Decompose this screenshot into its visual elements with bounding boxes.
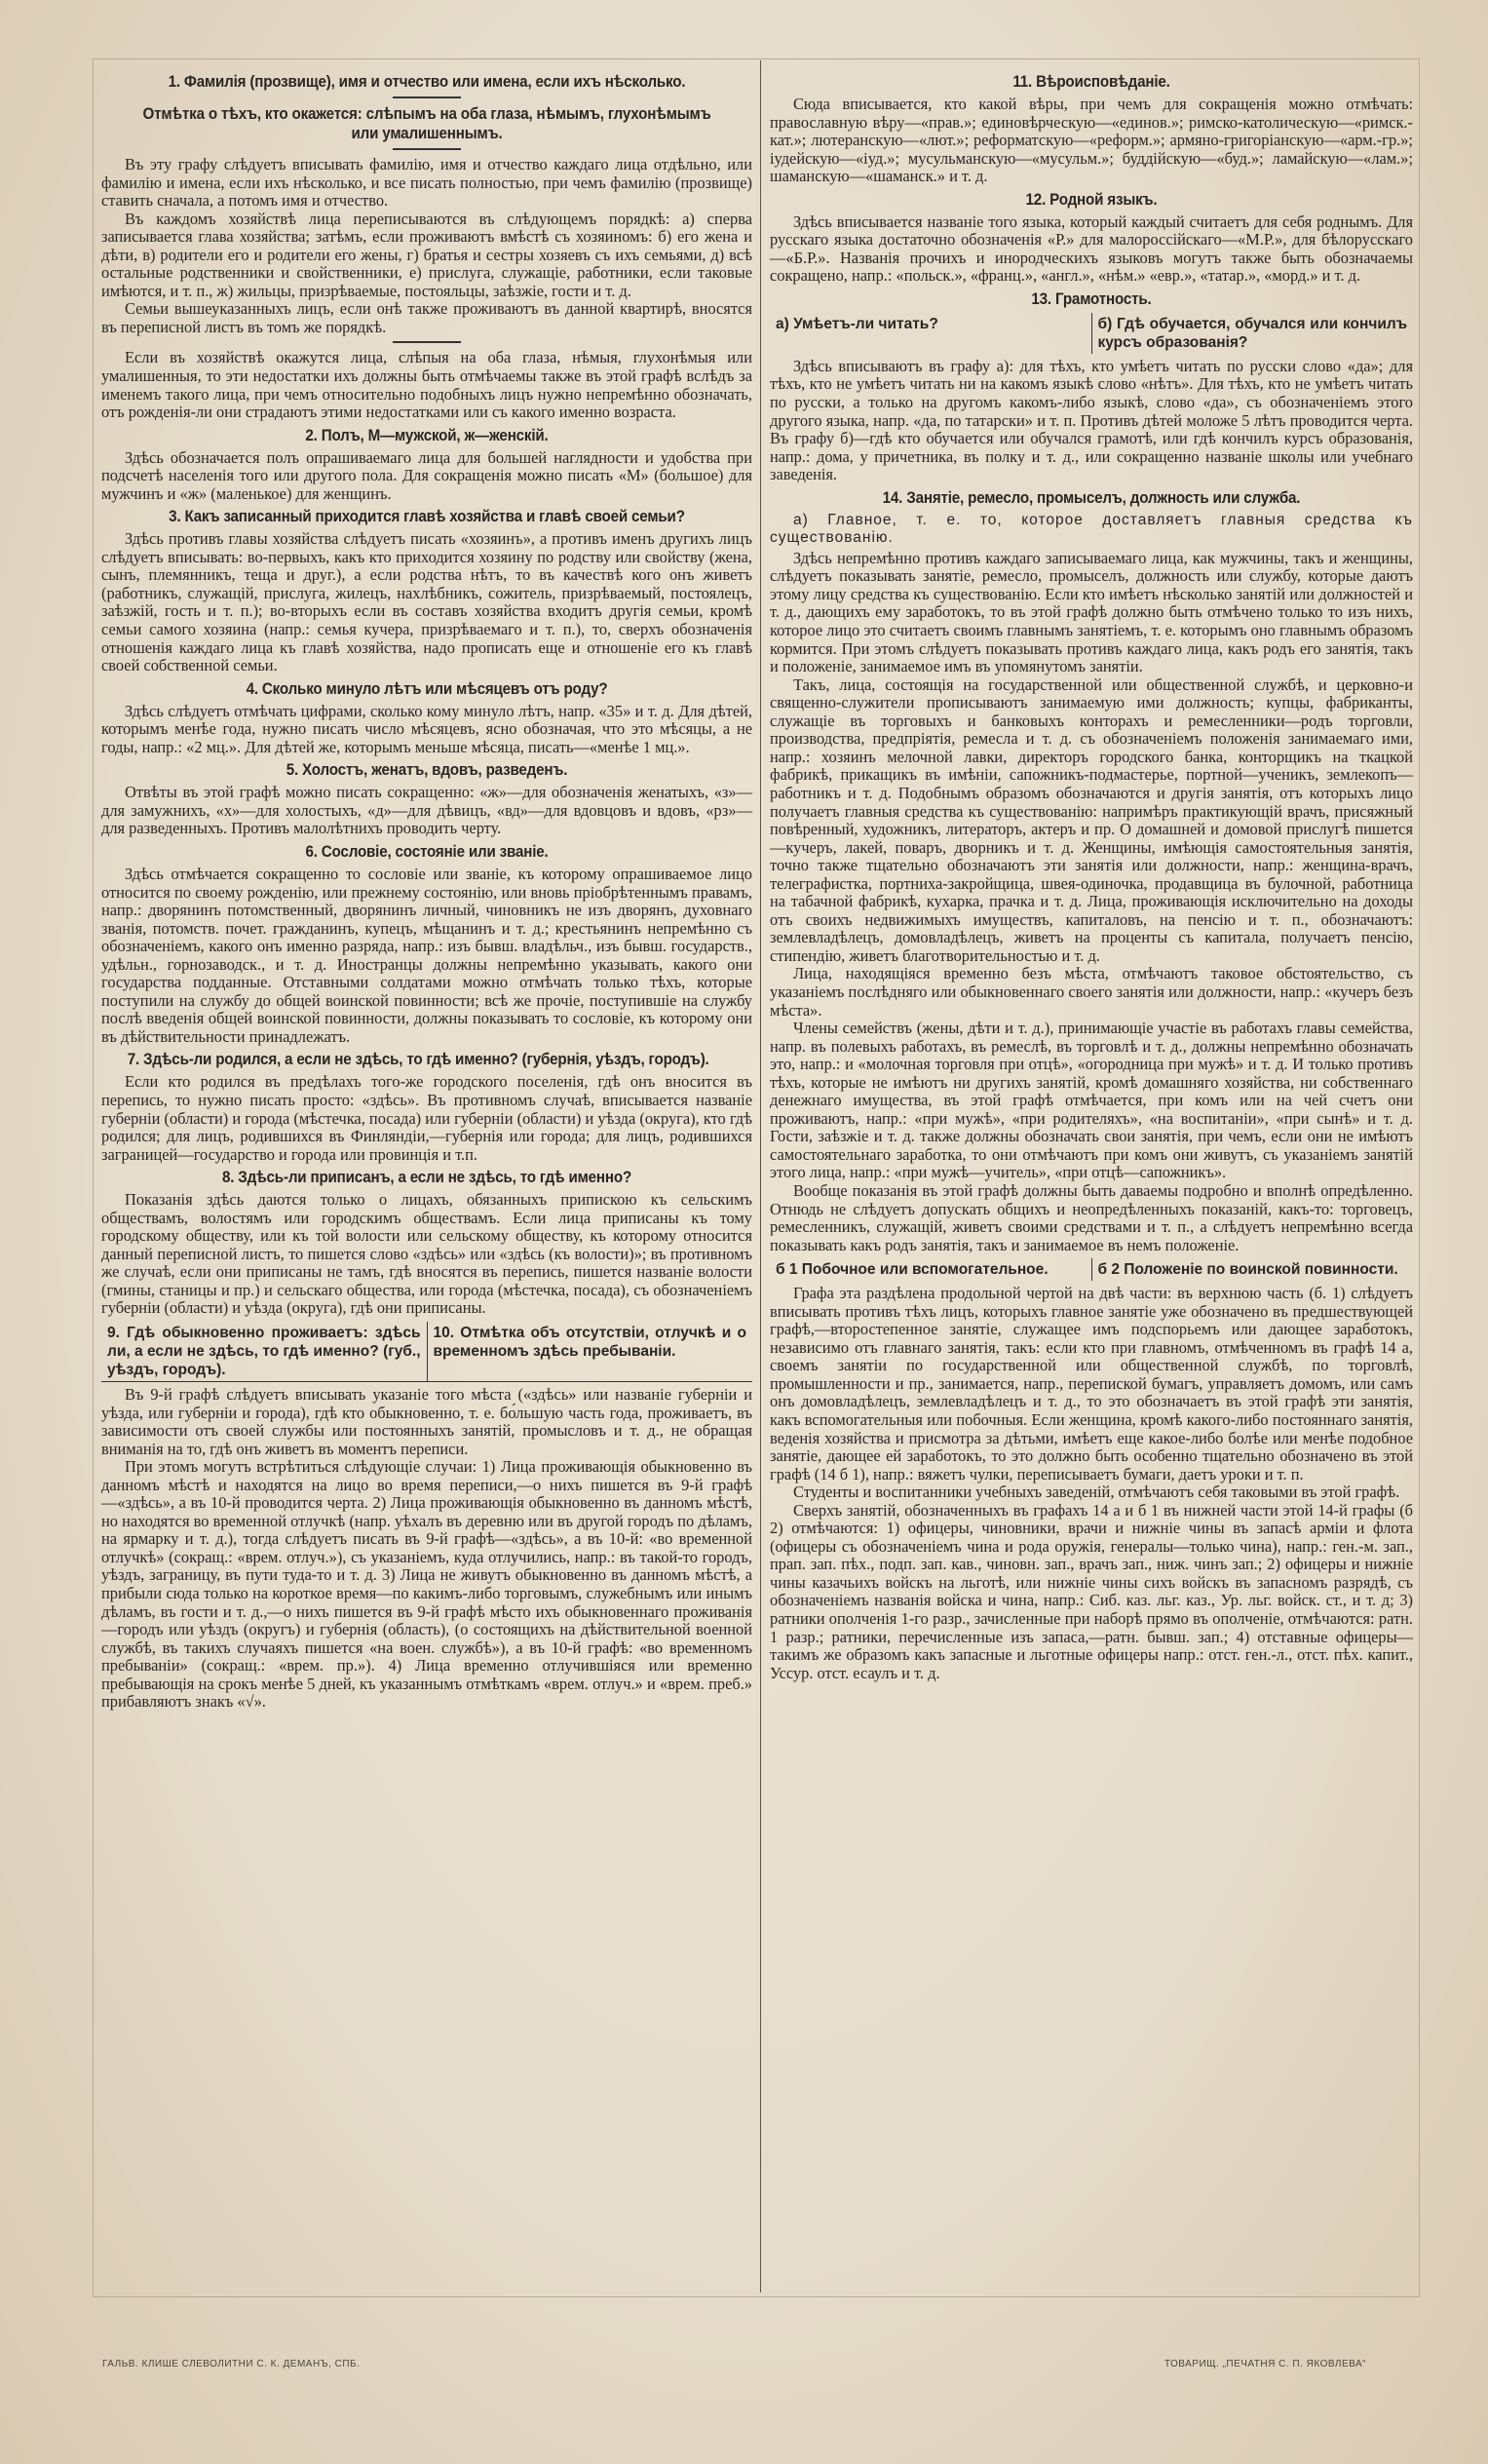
column-divider xyxy=(760,60,761,2292)
paragraph: Семьи вышеуказанныхъ лицъ, если онѣ также проживаютъ въ данной квартирѣ, вносятся въ переписной листъ въ томъ же порядкѣ. xyxy=(101,299,752,336)
paragraph: При этомъ могутъ встрѣтиться слѣдующіе случаи: 1) Лица проживающія обыкновенно въ данномъ мѣстѣ и находятся на лицо во время переписи,—о нихъ пишется въ 9-й графѣ—«здѣсь», а въ 10-й проводится черта. 2) Лица проживающія обыкновенно въ данномъ мѣстѣ, но находятся во временной отлучкѣ (напр. уѣхалъ въ деревню или въ другой городъ по дѣламъ, на ярмарку и т. д.), тогда слѣдуетъ писать въ 9-й графѣ—«здѣсь», а въ 10-й: «во временной отлучкѣ» (сокращ.: «врем. отлуч.»), съ указаніемъ, куда отлучились, напр.: въ такой-то городъ, уѣздъ, заграницу, въ пути туда-то и т. д. 3) Лица не живутъ обыкновенно въ данномъ мѣстѣ, а прибыли сюда только на короткое время—по какимъ-либо торговымъ, служебнымъ или инымъ дѣламъ, въ гости и т. д.,—о нихъ пишется въ 9-й графѣ мѣсто ихъ обыкновеннаго проживанія—городъ или уѣздъ (округъ) и губернія (область), (о состоящихъ на дѣйствительной военной службѣ, въ такихъ случаяхъ пишется «на воен. службѣ»), а въ 10-й графѣ: «во временномъ пребываніи» (сокращ.: «врем. пр.»). 4) Лица временно отлучившіяся или временно пребывающія на срокъ менѣе 5 дней, къ указаннымъ отмѣткамъ «врем. отлуч.» и «врем. преб.» прибавляютъ знакъ «√». xyxy=(101,1457,752,1712)
split-heading-cell: б 1 Побочное или вспомогательное. xyxy=(776,1261,1049,1279)
divider-rule xyxy=(393,96,461,98)
split-heading xyxy=(101,1322,752,1382)
paragraph: Здѣсь противъ главы хозяйства слѣдуетъ писать «хозяинъ», а противъ именъ другихъ лицъ слѣдуетъ вписывать: во-первыхъ, какъ кто приходится хозяину по родству или свойству (жена, сынъ, племянникъ, теща и друг.), а если родства нѣтъ, то въ качествѣ кого онъ живетъ (работникъ, служащій, прислуга, жилецъ, нахлѣбникъ, сожитель, призрѣваемый, постоялецъ, заѣзжій, гость и т. п.); во-вторыхъ если въ составъ хозяйства входитъ другія семьи, кромѣ семьи самого хозяина (напр.: семья кучера, призрѣваемаго и т. п.), то, сверхъ обозначенія отношенія каждаго лица къ главѣ хозяйства, надо прописать еще и отношеніе его къ главѣ своей собственной семьи. xyxy=(101,529,752,675)
paragraph: Студенты и воспитанники учебныхъ заведеній, отмѣчаютъ себя таковыми въ этой графѣ. xyxy=(793,1482,1400,1502)
paragraph: Если въ хозяйствѣ окажутся лица, слѣпыя на оба глаза, нѣмыя, глухонѣмыя или умалишенныя, то эти недостатки ихъ должны быть отмѣчаемы также въ этой графѣ вслѣдъ за именемъ такого лица, при чемъ относительно подобныхъ лицъ нужно непремѣнно обозначать, отъ рожденія-ли они страдаютъ этими недостатками или съ какого именно возраста. xyxy=(101,348,752,422)
paragraph: Здѣсь слѣдуетъ отмѣчать цифрами, сколько кому минуло лѣтъ, напр. «35» и т. д. Для дѣтей, которымъ менѣе года, нужно писать число мѣсяцевъ, ясно обозначая, что это мѣсяцы, а не годы, напр.: «2 мц.». Для дѣтей же, которымъ меньше мѣсяца, писать—«менѣе 1 мц.». xyxy=(101,701,752,756)
subheading: а) Главное, т. е. то, которое доставляетъ главныя средства къ существованію. xyxy=(770,511,1413,547)
paragraph: Сюда вписывается, кто какой вѣры, при чемъ для сокращенія можно отмѣчать: православную вѣру—«прав.»; единовѣрческую—«единов.»; римско-католическую—«римск.-кат.»; лютеранскую—«лют.»; реформатскую—«реформ.»; армяно-григоріанскую—«арм.-гр.»; іудейскую—«іуд.»; мусульманскую—«мусульм.»; буддійскую—«буд.»; ламайскую—«лам.»; шаманскую—«шаманск.» и т. д. xyxy=(770,95,1413,186)
section-heading: 3. Какъ записанный приходится главѣ хозяйства и главѣ своей семьи? xyxy=(169,508,685,526)
section-heading: 1. Фамилія (прозвище), имя и отчество или имена, если ихъ нѣсколько. xyxy=(168,73,686,91)
footer-printer-right: ТОВАРИЩ. „ПЕЧАТНЯ С. П. ЯКОВЛЕВА“ xyxy=(1164,2359,1366,2369)
paragraph: Въ 9-й графѣ слѣдуетъ вписывать указаніе того мѣста («здѣсь» или названіе губерніи и уѣзда, или губерніи и города), гдѣ кто обыкновенно, т. е. бо́льшую часть года, проживаетъ, въ зависимости отъ своей службы или постоянныхъ занятій, промысловъ и т. д., не обращая вниманія на то, гдѣ онъ живетъ въ моментъ переписи. xyxy=(101,1384,752,1458)
section-heading: 8. Здѣсь-ли приписанъ, а если не здѣсь, то гдѣ именно? xyxy=(221,1169,632,1187)
split-heading xyxy=(770,1258,1413,1281)
section-heading: 14. Занятіе, ремесло, промыселъ, должность или служба. xyxy=(882,488,1301,507)
divider-rule xyxy=(393,341,461,343)
paragraph: Въ эту графу слѣдуетъ вписывать фамилію, имя и отчество каждаго лица отдѣльно, или фамилію и имена, если ихъ нѣсколько, и все писать полностью, при чемъ фамилію (прозвище) ставить сначала, а потомъ имя и отчество. xyxy=(101,155,752,211)
paragraph: Здѣсь отмѣчается сокращенно то сословіе или званіе, къ которому опрашиваемое лицо относится по своему рожденію, или прежнему состоянію, или вновь пріобрѣтеннымъ правамъ, напр.: дворянинъ потомственный, дворянинъ личный, чиновникъ не изъ дворянъ, духовнаго званія, потомств. почет. гражданинъ, купецъ, мѣщанинъ и т. д.; крестьянинъ непремѣнно съ обозначеніемъ, какого онъ именно разряда, напр.: изъ бывш. владѣльч., изъ бывш. государств., удѣльн., горнозаводск., и т. д. Иностранцы должны непремѣнно указывать, какого они государства подданные. Отставными солдатами можно отмѣчать только тѣхъ, которые поступили на службу до общей воинской повинности; всѣ же прочіе, поступившіе на службу послѣ введенія общей воинской повинности, должны показывать то сословіе, къ которому они въ дѣйствительности принадлежатъ. xyxy=(101,864,752,1046)
divider-rule xyxy=(393,148,461,150)
paragraph: Отвѣты въ этой графѣ можно писать сокращенно: «ж»—для обозначенія женатыхъ, «з»—для замужнихъ, «х»—для холостыхъ, «д»—для дѣвицъ, «вд»—для вдовцовъ и вдовъ, «рз»—для разведенныхъ. Противъ малолѣтнихъ проводить черту. xyxy=(101,783,752,838)
paragraph: Сверхъ занятій, обозначенныхъ въ графахъ 14 а и б 1 въ нижней части этой 14-й графы (б 2) отмѣчаются: 1) офицеры, чиновники, врачи и нижніе чины въ запасѣ арміи и флота (офицеры съ обозначеніемъ чина и рода оружія, генералы—только чина), напр.: ген.-м. зап., прап. зап. пѣх., подп. зап. кав., чиновн. зап., врачъ зап., ниж. чинъ зап.; 2) офицеры и нижніе чины казачьихъ войскъ на льготѣ, или нижніе чины сихъ войскъ въ запасномъ разрядѣ, съ обозначеніемъ названія войска и чина, напр.: Сиб. каз. льг. каз., Ур. льг. войск. ст., и т. д; 3) ратники ополченія 1-го разр., зачисленные при наборѣ прямо въ ополченіе, отмѣчаются: ратн. 1 разр.; ратники, перечисленные изъ запаса,—ратн. бывш. зап.; 4) отставные офицеры—такимъ же образомъ какъ запасные и льготные офицеры напр.: отст. ген.-л., отст. пѣх. капит., Уссур. отст. есаулъ и т. д. xyxy=(770,1500,1413,1682)
paragraph: Здѣсь непремѣнно противъ каждаго записываемаго лица, как мужчины, такъ и женщины, слѣдуетъ показывать занятіе, ремесло, промыселъ, должность или службу, которые даютъ этому лицу средства къ существованію. Если кто имѣетъ нѣсколько занятій или должностей и т. д., дающихъ ему заработокъ, то въ этой графѣ должно быть отмѣчено только то изъ нихъ, которое лицо это считаетъ своимъ главнымъ занятіемъ, т. е. которымъ оно главнымъ образомъ кормится. При этомъ слѣдуетъ показывать противъ каждаго лица, какъ родъ его занятія, такъ и положеніе, занимаемое имъ въ упомянутомъ занятіи. xyxy=(770,548,1413,676)
left-column xyxy=(101,68,752,1712)
right-column xyxy=(770,68,1413,1682)
paragraph: Графа эта раздѣлена продольной чертой на двѣ части: въ верхнюю часть (б. 1) слѣдуетъ вписывать противъ тѣхъ лицъ, которыхъ главное занятіе уже обозначено въ предшествующей графѣ,—второстепенное занятіе, служащее имъ подспорьемъ или дающее заработокъ, независимо отъ главнаго занятія, такъ: если кто при главномъ, отмѣченномъ въ графѣ 14 а, своемъ занятіи по государственной или общественной службѣ, по торговлѣ, промышленности и пр., занимается, напр., перепиской бумагъ, управляетъ домомъ, или самъ онъ домовладѣлецъ, землевладѣлецъ и т. д., то это обозначаетъ въ этой графѣ эти занятія, какъ вспомогательныя или побочныя. Если женщина, кромѣ какого-либо постояннаго занятія, веденія хозяйства и присмотра за дѣтьми, имѣетъ еще какое-либо болѣе или менѣе подобное занятіе, дающее ей заработокъ, то это должно быть особенно тщательно обозначено въ этой графѣ (14 б 1), напр.: вяжетъ чулки, переписываетъ бумаги, даетъ уроки и т. п. xyxy=(770,1284,1413,1483)
paragraph: Такъ, лица, состоящія на государственной или общественной службѣ, и церковно-и священно-служители прописываютъ занимаемую ими должность; купцы, фабриканты, служащіе въ торговыхъ и банковыхъ конторахъ и ремесленники—родъ торговли, производства, предпріятія, ремесла и т. д. съ обозначеніемъ положенія занимаемаго ими, напр.: хозяинъ мелочной лавки, директоръ городского банка, конторщикъ на ткацкой фабрикѣ, прикащикъ въ имѣніи, сапожникъ-подмастерье, портной—ученикъ, землекопъ—работникъ и т. д. Подобнымъ образомъ обозначаются и другія занятія, отъ которыхъ лицо получаетъ главныя средства къ существованію: напримѣръ практикующій врачъ, присяжный повѣренный, художникъ, литераторъ, актеръ и пр. О домашней и домовой прислугѣ пишется—кучеръ, лакей, поваръ, дворникъ и т. д. Женщины, имѣющія самостоятельныя занятія, точно также тщательно обозначаютъ эти занятія или должности, напр.: женщина-врачъ, телеграфистка, портниха-закройщица, швея-одиночка, продавщица въ булочной, работница на табачной фабрикѣ, кухарка, прачка и т. д. Лица, проживающія исключительно на доходы отъ своихъ недвижимыхъ имуществъ, капиталовъ, на пенсію и т. п., обозначаютъ: землевладѣлецъ, домовладѣлецъ, живетъ на проценты съ капитала, получаетъ пенсію, стипендію, живетъ благотворительностью и т. д. xyxy=(770,674,1413,965)
paragraph: Если кто родился въ предѣлахъ того-же городского поселенія, гдѣ онъ вносится въ перепись, то нужно писать просто: «здѣсь». Въ противномъ случаѣ, вписывается названіе губерніи (области) и города (мѣстечка, посада) или губерніи (области) и уѣзда (округа), кто гдѣ родился; для лицъ, родившихся въ Финляндіи,—губернія или города; для лицъ, родившихся заграницей—государство и города или провинція и т.п. xyxy=(101,1072,752,1164)
paragraph: Члены семействъ (жены, дѣти и т. д.), принимающіе участіе въ работахъ главы семейства, напр. въ полевыхъ работахъ, въ ремеслѣ, въ торговлѣ и т. д., должны непремѣнно обозначать это, напр.: и «молочная торговля при отцѣ», «огородница при мужѣ» и т. д. И только противъ тѣхъ, которые не имѣютъ ни другихъ занятій, кромѣ домашняго хозяйства, ни собственнаго денежнаго имущества, въ этой графѣ отмѣчается, при комъ или на чей счетъ они проживаютъ, напр.: «при мужѣ», «при родителяхъ», «на воспитаніи», «при сынѣ» и т. д. Гости, заѣзжіе и т. д. также должны обозначать свои занятія, при чемъ, если они не имѣютъ самостоятельнаго заработка, то они отмѣчаютъ при комъ они живутъ, съ указаніемъ занятій этого лица, напр.: «при мужѣ—учитель», «при отцѣ—сапожникъ». xyxy=(770,1019,1413,1182)
split-heading-cell: а) Умѣетъ-ли читать? xyxy=(776,315,938,332)
paragraph: Здѣсь вписывается названіе того языка, который каждый считаетъ для себя роднымъ. Для русскаго языка достаточно обозначенія «Р.» для малороссійскаго—«М.Р.», для бѣлорусскаго—«Б.Р.». Названія прочихъ и инородческихъ языковъ могутъ также быть обозначаемы сокращено, напр.: «польск.», «франц.», «англ.», «нѣм.» «евр.», «татар.», «морд.» и т. д. xyxy=(770,212,1413,286)
paragraph: Вообще показанія въ этой графѣ должны быть даваемы подробно и вполнѣ опредѣленно. Отнюдь не слѣдуетъ допускать общихъ и неопредѣленныхъ показаній, какъ-то: торговецъ, ремесленникъ, служащій, живетъ своими средствами и т. п., а слѣдуетъ непремѣнно всегда показывать какъ родъ занятія, такъ и занимаемое въ немъ положеніе. xyxy=(770,1180,1413,1254)
split-heading-cell: 9. Гдѣ обыкновенно проживаетъ: здѣсь ли, а если не здѣсь, то гдѣ именно? (губ., уѣздъ, городъ). xyxy=(107,1324,421,1378)
split-heading-cell: 10. Отмѣтка объ отсутствіи, отлучкѣ и о временномъ здѣсь пребываніи. xyxy=(427,1322,753,1381)
section-heading: 13. Грамотность. xyxy=(1031,289,1152,308)
section-heading: 5. Холостъ, женатъ, вдовъ, разведенъ. xyxy=(286,761,568,780)
section-heading: 2. Полъ, М—мужской, ж—женскій. xyxy=(305,426,549,444)
paragraph: Въ каждомъ хозяйствѣ лица переписываются въ слѣдующемъ порядкѣ: а) сперва записывается глава хозяйства; затѣмъ, если проживаютъ вмѣстѣ съ хозяиномъ: б) его жена и дѣти, в) родители его и родители его жены, г) братья и сестры хозяевъ съ ихъ семьями, д) всѣ остальные родственники и свойственники, е) прислуга, служащіе, работники, если таковые имѣются, и т. п., ж) жильцы, призрѣваемые, постояльцы, заѣзжіе, гости и т. д. xyxy=(101,209,752,300)
section-heading: 11. Вѣроисповѣданіе. xyxy=(1012,73,1170,91)
section-heading: Отмѣтка о тѣхъ, кто окажется: слѣпымъ на оба глаза, нѣмымъ, глухонѣмымъ или умалишеннымъ. xyxy=(142,105,711,142)
section-heading: 7. Здѣсь-ли родился, а если не здѣсь, то гдѣ именно? (губернія, уѣздъ, городъ). xyxy=(127,1051,709,1069)
paragraph: Показанія здѣсь даются только о лицахъ, обязанныхъ припискою къ сельскимъ обществамъ, волостямъ или городскимъ обществамъ. Если лица приписаны къ тому городскому обществу, или къ той волости или сельскому обществу, къ которому относится данный переписной листъ, то пишется слово «здѣсь» или «здѣсь (къ волости)»; въ противномъ же случаѣ, если они приписаны не тамъ, гдѣ вносятся въ перепись, пишется названіе волости (гмины, станицы и пр.) и сельскаго общества, или города (мѣстечка, посада), съ обозначеніемъ губерніи (области) и уѣзда (округа), гдѣ они приписаны. xyxy=(101,1190,752,1318)
paragraph: Здѣсь вписываютъ въ графу а): для тѣхъ, кто умѣетъ читать по русски слово «да»; для тѣхъ, кто не умѣетъ читать ни на какомъ языкѣ слово «нѣтъ». Для тѣхъ, кто не умѣетъ читать по русски, а только на другомъ какомъ-либо языкѣ, слово «да», съ обозначеніемъ этого другого языка, напр. «да, по татарски» и т. п. Противъ дѣтей моложе 5 лѣтъ проводится черта. Въ графу б)—гдѣ кто обучается или обучался грамотѣ, или гдѣ кончилъ курсъ образованія, напр.: дома, у причетника, въ полку и т. д., или сокращенно названіе школы или учебнаго заведенія. xyxy=(770,356,1413,484)
footer-printer-left: ГАЛЬВ. КЛИШЕ СЛЕВОЛИТНИ С. К. ДЕМАНЪ, СПБ. xyxy=(102,2359,361,2369)
section-heading: 4. Сколько минуло лѣтъ или мѣсяцевъ отъ роду? xyxy=(246,679,608,698)
split-heading-cell: б) Гдѣ обучается, обучался или кончилъ курсъ образованія? xyxy=(1091,313,1414,354)
split-heading-cell: б 2 Положеніе по воинской повинности. xyxy=(1091,1258,1414,1281)
section-heading: 6. Сословіе, состояніе или званіе. xyxy=(305,842,549,861)
section-heading: 12. Родной языкъ. xyxy=(1025,190,1158,209)
paragraph: Здѣсь обозначается полъ опрашиваемаго лица для большей наглядности и удобства при подсчетѣ населенія того или другого пола. Для сокращенія можно писать «М» (большое) для мужчинъ и «ж» (маленькое) для женщинъ. xyxy=(101,447,752,503)
paragraph: Лица, находящіяся временно безъ мѣста, отмѣчаютъ таковое обстоятельство, съ указаніемъ послѣдняго или обыкновеннаго своего занятія или должности, напр.: «кучеръ безъ мѣста». xyxy=(770,964,1413,1020)
split-heading xyxy=(770,313,1413,354)
